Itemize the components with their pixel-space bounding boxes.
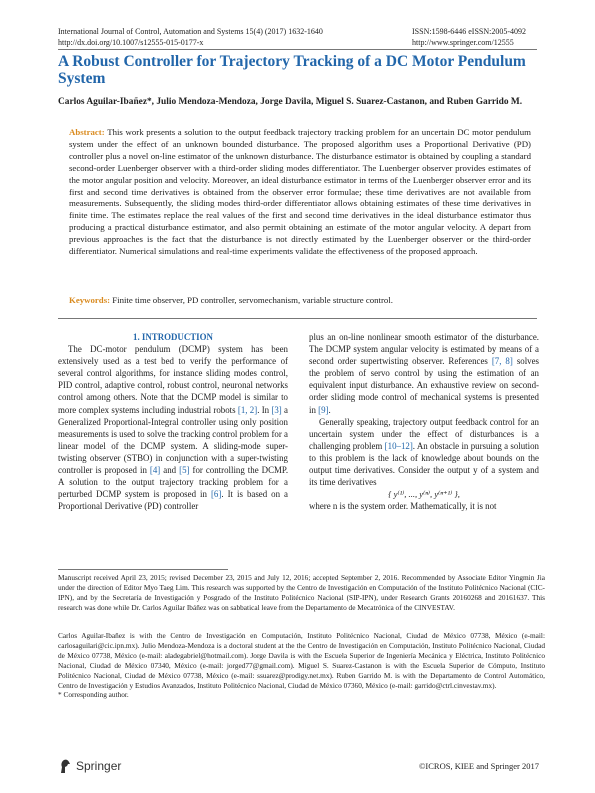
author-list: Carlos Aguilar-Ibañez*, Julio Mendoza-Mendoza, Jorge Davila, Miguel S. Suarez-Castanon, and Ruben Garrido M. — [58, 97, 523, 107]
abstract-rule — [58, 318, 537, 319]
text-run: plus an on-line nonlinear smooth estimator of the disturbance. The DCMP system angular velocity is estimated by means of a second order supertwisting observer. References — [309, 332, 539, 367]
text-run: . In — [257, 404, 270, 415]
text-run: and — [163, 465, 177, 476]
publisher-name: Springer — [76, 759, 122, 773]
left-column — [58, 331, 288, 512]
doi-link[interactable]: http://dx.doi.org/10.1007/s12555-015-0177-x — [58, 38, 204, 47]
text-run: for controlling the DCMP. A solution to the output trajectory tracking problem for a perturbed DCMP system is proposed in — [58, 465, 289, 500]
keywords-label: Keywords: — [69, 295, 111, 305]
journal-citation: International Journal of Control, Automation and Systems 15(4) (2017) 1632-1640 — [58, 27, 323, 36]
intro-paragraph-2 — [309, 416, 539, 489]
paper-title: A Robust Controller for Trajectory Tracking of a DC Motor Pendulum System — [58, 53, 526, 87]
springer-logo — [58, 758, 121, 774]
abstract — [69, 127, 531, 258]
text-run: . It is based on a Proportional Derivative (PD) controller — [58, 489, 289, 512]
section-heading-introduction: 1. INTRODUCTION — [133, 332, 213, 342]
intro-paragraph-1-cont — [309, 331, 539, 416]
issn: ISSN:1598-6446 eISSN:2005-4092 — [412, 27, 527, 36]
intro-paragraph-3: where n is the system order. Mathematically, it is not — [309, 501, 497, 512]
citation-link[interactable]: [4] — [149, 465, 161, 476]
affiliation-footnote — [58, 631, 545, 700]
citation-link[interactable]: [5] — [179, 465, 190, 476]
manuscript-footnote: Manuscript received April 23, 2015; revised December 23, 2015 and July 12, 2016; accepted September 2, 2016. Recommended by Associate Editor Yingmin Jia under the direction of Editor Myo Taeg Lim. This research was supported by the Centro de Investigación en Computación of the Instituto Politécnico Nacional (CIC-IPN), and by the Secretaría de Investigación y Posgrado of the Instituto Politécnico Nacional (SIP-IPN), under Research Grants 20160268 and 20161637. This research was done while Dr. Carlos Aguilar Ibáñez was on sabbatical leave from the Departamento de Mecatrónica of the CINVESTAV. — [58, 573, 545, 612]
affiliations-text: Carlos Aguilar-Ibañez is with the Centro de Investigación en Computación, Instituto Politécnico Nacional, Ciudad de México 07738, México (e-mail: carlosaguilari@cic.ipn.mx). Julio Mendoza-Mendoza is a doctoral student at the the Centro de Investigación en Computación, Instituto Politécnico Nacional, Ciudad de México 07738, México (e-mail: aladegabriel@hotmail.com). Jorge Davila is with the Escuela Superior de Ingeniería Mecánica y Eléctrica, Instituto Politécnico Nacional, Ciudad de México 07340, México (e-mail: jorged77@gmail.com). Miguel S. Suarez-Castanon is with the Escuela Superior de Cómputo, Instituto Politécnico Nacional, Ciudad de México 07738, México (e-mail: ssuarez@prodigy.net.mx). Ruben Garrido M. is with the Departamento de Control Automático, Centro de Investigación y Estudios Avanzados, Instituto Politécnico Nacional, Ciudad de México 07360, México (e-mail: garrido@ctrl.cinvestav.mx). — [58, 631, 545, 690]
citation-link[interactable]: [3] — [271, 404, 282, 415]
abstract-text: This work presents a solution to the output feedback trajectory tracking problem for an uncertain DC motor pendulum system under the effect of an unknown bounded disturbance. The proposed algorithm uses a Proportional Derivative (PD) controller plus a novel on-line estimator of the unknown disturbance. The disturbance estimator is obtained by coupling a standard second-order Luenberger observer with a third-order sliding modes differentiator. The Luenberger observer provides estimates of the motor angular position and velocity. Moreover, an ideal disturbance estimator in terms of the Luenberger observer error and its first and second time derivatives is obtained from the observer error formulae; these time derivatives are not available from measurements. Subsequently, the sliding modes third-order differentiator allows obtaining estimates of these time derivatives in finite time. The estimates replace the real values of the first and second time derivatives in the ideal disturbance estimator thus producing a practical disturbance estimator, and also permit obtaining an estimate of the motor angular velocity. A depart from previous approaches is the fact that the disturbance is not directly estimated by the Luenberger observer or the third-order differentiator. Numerical simulations and real-time experiments validate the effectiveness of the proposed approach. — [69, 127, 531, 257]
text-run: The DC-motor pendulum (DCMP) system has been extensively used as a test bed to verify the performance of several control algorithms, for instance sliding modes control, PID control, adaptive control, robust control, neuronal networks control among others. Note that the DCMP model is similar to more complex systems including industrial robots — [58, 344, 288, 415]
derivatives-equation: { y⁽¹⁾, ..., y⁽ⁿ⁾, y⁽ⁿ⁺¹⁾ }, — [388, 489, 460, 500]
citation-link[interactable]: [1, 2] — [237, 404, 258, 415]
text-run: . An obstacle in pursuing a solution to this problem is the lack of knowledge about bounds on the output time derivatives. Consider the output y of a system and its time derivatives — [309, 440, 539, 488]
citation-link[interactable]: [7, 8] — [491, 356, 513, 367]
citation-link[interactable]: [6] — [210, 489, 222, 500]
issn-header — [412, 26, 526, 48]
corresponding-author-note: * Corresponding author. — [58, 690, 129, 700]
springer-horse-icon — [58, 758, 72, 774]
citation-link[interactable]: [9] — [318, 404, 329, 415]
copyright: ©ICROS, KIEE and Springer 2017 — [418, 761, 539, 771]
keywords — [69, 294, 531, 306]
text-run: Generally speaking, trajectory output feedback control for an uncertain system under the effect of disturbances is a challenging problem — [309, 416, 539, 451]
text-run: solves the problem of servo control by using the estimation of an equivalent input disturbance. An exhaustive review on second-order sliding mode control of mechanical systems is presented in — [309, 356, 539, 415]
keywords-text: Finite time observer, PD controller, servomechanism, variable structure control. — [112, 295, 393, 305]
abstract-label: Abstract: — [69, 127, 105, 137]
journal-header — [58, 26, 323, 48]
intro-paragraph-1 — [58, 343, 288, 512]
right-column — [309, 331, 539, 512]
footnote-rule — [58, 569, 228, 570]
text-run: . — [328, 404, 331, 415]
springer-url[interactable]: http://www.springer.com/12555 — [412, 38, 514, 47]
text-run: a Generalized Proportional-Integral controller using only position measurements is used to solve the tracking control problem for a linear model of the DCMP system. A sliding-mode super-twisting observer (STBO) in conjunction with a super-twisting controller is proposed in — [58, 404, 288, 476]
header-rule — [58, 49, 537, 50]
citation-link[interactable]: [10–12] — [384, 440, 413, 451]
